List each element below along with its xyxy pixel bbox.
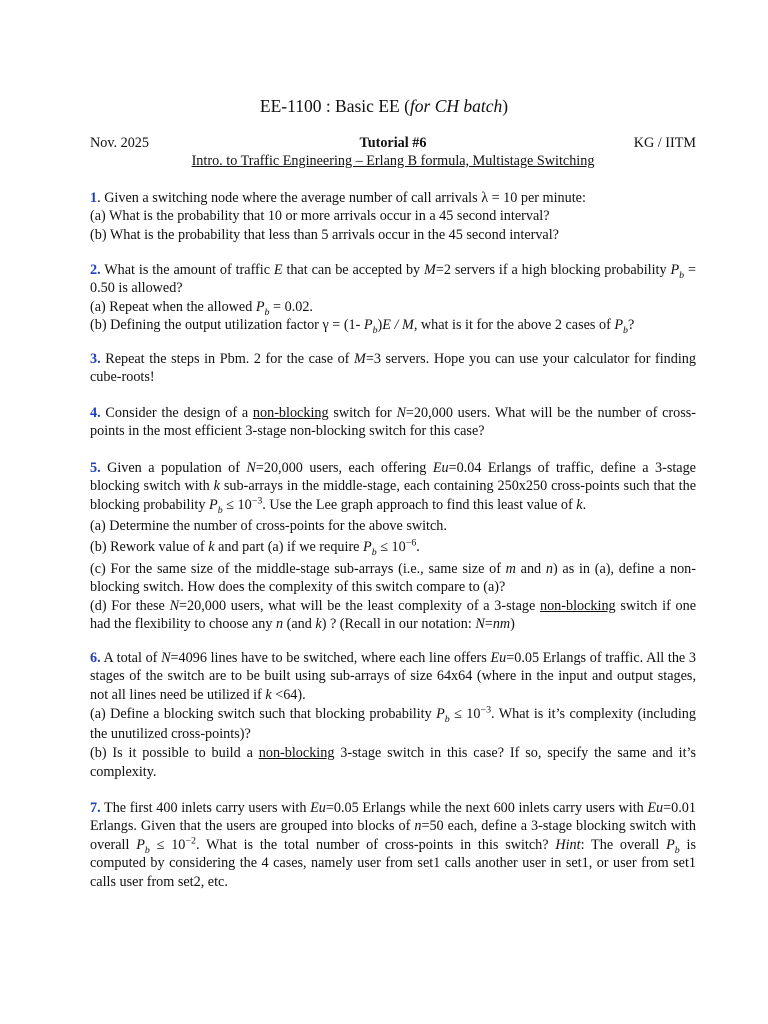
q5-part-b: (b) Rework value of k and part (a) if we require $P_b \le 10^{-6}$. [90, 536, 420, 558]
q5-stem: 5. Given a population of N=20,000 users, each offering Eu=0.04 Erlangs of traffic, define a 3-stage blocking switch with k sub-arrays in the middle-stage, each containing 250x250 cross-points such that the blocking probability $P_b \le 10^{-3}$. Use the Lee graph approach to find this least value of k. [90, 460, 696, 516]
q1-part-a: (a) What is the probability that 10 or more arrivals occur in a 45 second interval? [90, 208, 550, 225]
header-date: Nov. 2025 [90, 135, 149, 151]
q4-stem: 4. Consider the design of a non-blocking switch for N=20,000 users. What will be the number of cross-points in the most efficient 3-stage non-blocking switch for this case? [90, 405, 696, 440]
q2-part-a: (a) Repeat when the allowed $P_b = 0.02$. [90, 298, 313, 318]
question-4 [90, 404, 696, 441]
q6-part-b: (b) Is it possible to build a non-blocking 3-stage switch in this case? If so, specify the same and it’s complexity. [90, 745, 696, 780]
title-close: ) [502, 96, 509, 116]
question-1 [90, 189, 696, 244]
header-affiliation: KG / IITM [633, 135, 696, 151]
question-5 [90, 459, 696, 634]
q5-part-d: (d) For these N=20,000 users, what will be the least complexity of a 3-stage non-blocking switch if one had the flexibility to choose any n (and k) ? (Recall in our notation: N=nm) [90, 597, 696, 633]
header-tutorial: Tutorial #6 [359, 135, 427, 151]
title-batch: for CH batch [409, 96, 503, 116]
question-7 [90, 799, 696, 891]
q1-stem: 1. Given a switching node where the average number of call arrivals λ = 10 per minute: [90, 190, 586, 206]
header-subtitle: Intro. to Traffic Engineering – Erlang B formula, Multistage Switching [191, 153, 595, 169]
q6-part-a: (a) Define a blocking switch such that blocking probability $P_b \le 10^{-3}$. What is it’s complexity (including the unutilized cross-points)? [90, 704, 696, 743]
question-2 [90, 261, 696, 335]
question-3 [90, 350, 696, 387]
q1-part-b: (b) What is the probability that less than 5 arrivals occur in the 45 second interval? [90, 226, 559, 243]
q7-stem: 7. The first 400 inlets carry users with Eu=0.05 Erlangs while the next 600 inlets carry users with Eu=0.01 Erlangs. Given that the users are grouped into blocks of n=50 each, define a 3-stage blocking switch with overall $P_b \le 10^{-2}$. What is the total number of cross-points in this switch? Hint: The overall $P_b$ is computed by considering the 4 cases, namely user from set1 calls another user in set1, or user from set1 calls user from set2, etc. [90, 800, 697, 890]
header [90, 135, 696, 175]
q2-part-b: (b) Defining the output utilization factor γ = (1- $P_b)E$ / M, what is it for the above 2 cases of $P_b$? [90, 317, 635, 337]
q2-stem: 2. What is the amount of traffic E that can be accepted by M=2 servers if a high blocking probability $P_b = 0.50$ is allowed? [90, 262, 696, 297]
q6-stem: 6. A total of N=4096 lines have to be switched, where each line offers Eu=0.05 Erlangs of traffic. All the 3 stages of the switch are to be built using sub-arrays of size 64x64 (where in the input and output stages, not all lines need be utilized if k <64). [90, 650, 696, 703]
question-6 [90, 649, 696, 781]
page-title [0, 96, 768, 117]
title-course: EE-1100 : Basic EE ( [259, 96, 410, 116]
q3-stem: 3. Repeat the steps in Pbm. 2 for the case of M=3 servers. Hope you can use your calculator for finding cube-roots! [90, 351, 696, 386]
q5-part-c: (c) For the same size of the middle-stage sub-arrays (i.e., same size of m and n) as in (a), define a non-blocking switch. How does the complexity of this switch compare to (a)? [90, 561, 696, 596]
q5-part-a: (a) Determine the number of cross-points for the above switch. [90, 518, 447, 535]
